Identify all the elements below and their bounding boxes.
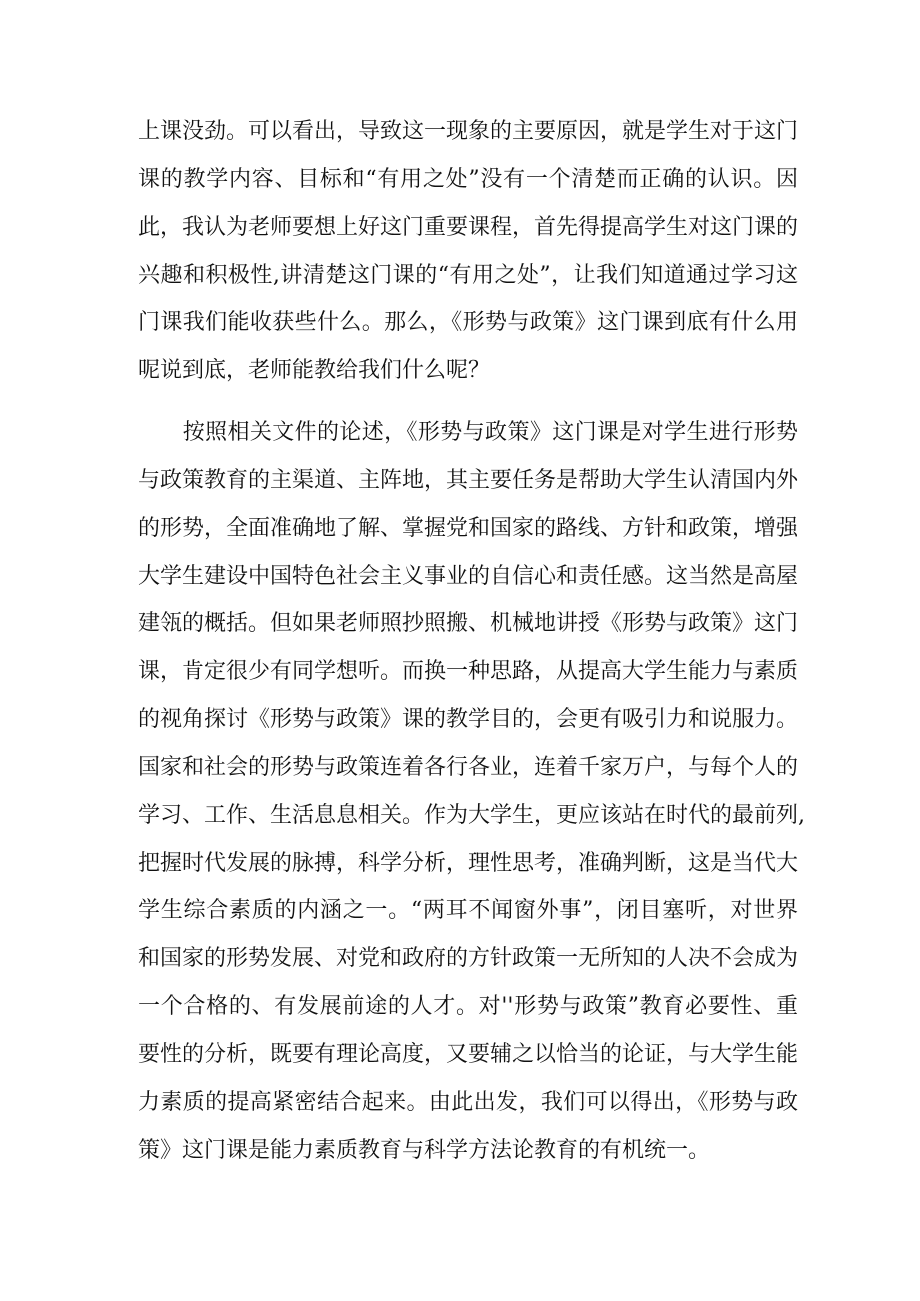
text-line: 按照相关文件的论述，《形势与政策》这门课是对学生进行形势 — [138, 420, 798, 445]
text-line: 与政策教育的主渠道、主阵地，其主要任务是帮助大学生认清国内外 — [138, 467, 799, 493]
text-line: 一个合格的、有发展前途的人才。对''形势与政策”教育必要性、重 — [138, 994, 798, 1020]
text-line: 课，肯定很少有同学想听。而换一种思路，从提高大学生能力与素质 — [138, 659, 799, 685]
text-line: 课的教学内容、目标和“有用之处”没有一个清楚而正确的认识。因 — [138, 166, 798, 192]
text-line: 的视角探讨《形势与政策》课的教学目的，会更有吸引力和说服力。 — [138, 707, 799, 733]
text-line: 大学生建设中国特色社会主义事业的自信心和责任感。这当然是高屋 — [138, 563, 799, 589]
text-line: 要性的分析，既要有理论高度，又要辅之以恰当的论证，与大学生能 — [138, 1041, 799, 1067]
text-line: 力素质的提高紧密结合起来。由此出发，我们可以得出，《形势与政 — [138, 1089, 798, 1115]
text-line: 的形势，全面准确地了解、掌握党和国家的路线、方针和政策，增强 — [138, 515, 799, 541]
text-line: 策》这门课是能力素质教育与科学方法论教育的有机统一。 — [138, 1137, 711, 1163]
text-line: 建瓴的概括。但如果老师照抄照搬、机械地讲授《形势与政策》这门 — [138, 611, 799, 637]
text-line: 门课我们能收获些什么。那么，《形势与政策》这门课到底有什么用 — [138, 310, 798, 336]
text-line: 此，我认为老师要想上好这门重要课程，首先得提高学生对这门课的 — [138, 214, 799, 240]
text-line: 和国家的形势发展、对党和政府的方针政策一无所知的人决不会成为 — [138, 946, 799, 972]
text-line: 国家和社会的形势与政策连着各行各业，连着千家万户，与每个人的 — [138, 754, 799, 780]
text-line: 学生综合素质的内涵之一。“两耳不闻窗外事”，闭目塞听，对世界 — [138, 898, 798, 924]
paragraph-2 — [138, 409, 805, 1175]
text-line: 兴趣和积极性,讲清楚这门课的“有用之处”，让我们知道通过学习这 — [138, 262, 798, 288]
text-line: 学习、工作、生活息息相关。作为大学生，更应该站在时代的最前列, — [138, 802, 805, 828]
text-line: 上课没劲。可以看出，导致这一现象的主要原因，就是学生对于这门 — [138, 119, 799, 144]
text-line: 呢说到底，老师能教给我们什么呢？ — [138, 358, 491, 384]
text-line: 把握时代发展的脉搏，科学分析，理性思考，准确判断，这是当代大 — [138, 850, 799, 876]
paragraph-1 — [138, 108, 798, 395]
